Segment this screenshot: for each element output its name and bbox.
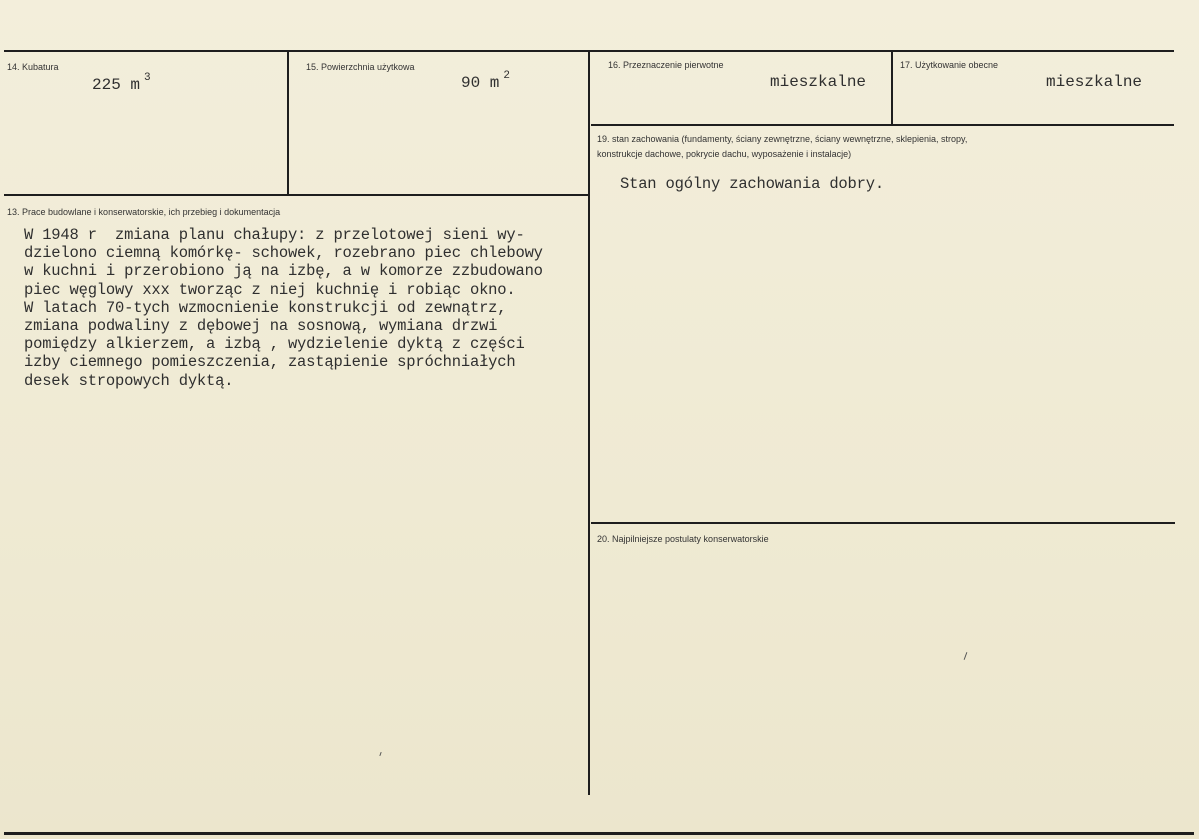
field-13-line: W 1948 r zmiana planu chałupy: z przelotowej sieni wy- (24, 226, 525, 244)
pencil-mark (379, 752, 381, 756)
pencil-mark (964, 652, 968, 660)
divider-left-right (588, 50, 590, 795)
field-15-label: 15. Powierzchnia użytkowa (306, 62, 415, 72)
divider-16-17 (891, 50, 893, 126)
field-13-line: w kuchni i przerobiono ją na izbę, a w komorze zzbudowano (24, 262, 543, 281)
field-16-value: mieszkalne (770, 73, 867, 91)
field-19-label-line1: 19. stan zachowania (fundamenty, ściany zewnętrzne, ściany wewnętrzne, sklepienia, stropy, (597, 134, 968, 144)
cubature-unit-exponent: 3 (144, 72, 151, 84)
field-16-label: 16. Przeznaczenie pierwotne (608, 60, 724, 70)
field-13-label: 13. Prace budowlane i konserwatorskie, ich przebieg i dokumentacja (7, 207, 281, 217)
field-15-value (461, 70, 511, 92)
field-13-line: pomiędzy alkierzem, a izbą , wydzielenie dyktą z części (24, 335, 525, 354)
field-14-label: 14. Kubatura (7, 62, 59, 72)
rule-under-16-17 (591, 124, 1174, 126)
rule-under-19 (591, 522, 1175, 524)
cubature-value: 225 m (92, 76, 141, 94)
field-13-line: zmiana podwaliny z dębowej na sosnową, wymiana drzwi (24, 317, 498, 336)
field-13-text (24, 226, 543, 390)
field-13-line: izby ciemnego pomieszczenia, zastąpienie spróchniałych (24, 353, 516, 372)
field-14-value (92, 72, 151, 94)
bottom-rule (4, 832, 1194, 835)
field-13-line: piec węglowy xxx tworząc z niej kuchnię i robiąc okno. (24, 280, 516, 299)
divider-14-15 (287, 50, 289, 196)
field-19-label-line2: konstrukcje dachowe, pokrycie dachu, wyposażenie i instalacje) (597, 149, 852, 159)
field-13-line: W latach 70-tych wzmocnienie konstrukcji od zewnątrz, (24, 298, 507, 317)
field-20-label: 20. Najpilniejsze postulaty konserwatorskie (597, 534, 769, 544)
field-17-value: mieszkalne (1046, 73, 1143, 91)
field-13-line: dzielono ciemną komórkę- schowek, rozebrano piec chlebowy (24, 244, 543, 263)
rule-under-14-15 (4, 194, 588, 196)
field-19-text: Stan ogólny zachowania dobry. (620, 175, 884, 193)
field-13-line: desek stropowych dyktą. (24, 371, 234, 390)
area-unit-exponent: 2 (503, 70, 511, 82)
field-17-label: 17. Użytkowanie obecne (900, 60, 999, 70)
area-value: 90 m (461, 74, 500, 92)
